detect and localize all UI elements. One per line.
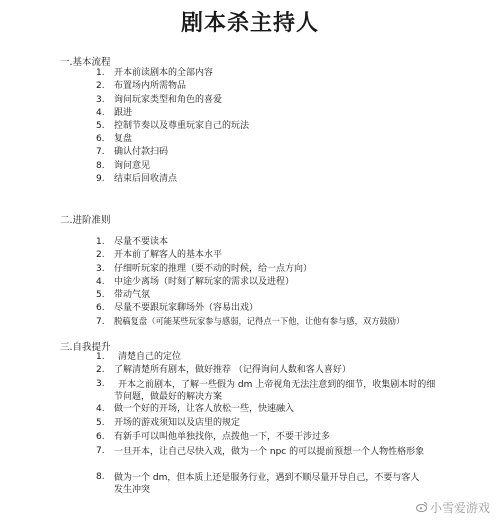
list-item: 5. 开场的游戏须知以及店里的规定 (96, 418, 241, 428)
list-item: 6. 复盘 (96, 134, 133, 144)
list-item: 3. 开本之前剧本，了解一些假为 dm 上帝视角无法注意到的细节，收集剧本时的细节问题，做最好的解决方案 (96, 379, 436, 402)
list-item: 4. 跟进 (96, 108, 133, 118)
list-item: 3. 询问玩家类型和角色的喜爱 (96, 95, 223, 105)
list-item: 4. 做一个好的开场，让客人放松一些，快速融入 (96, 404, 295, 414)
watermark (416, 499, 490, 516)
list-item: 6. 有新手可以叫他单独找你，点拨他一下，不要干涉过多 (96, 432, 331, 442)
list-item: 9. 结束后回收清点 (96, 174, 178, 184)
list-item: 8. 询问意见 (96, 161, 151, 171)
list-item: 7. 一旦开本，让自己尽快入戏，做为一个 npc 的可以提前预想一个人物性格形象 (96, 446, 425, 457)
list-item: 1. 尽量不要读本 (96, 237, 169, 247)
list-item: 1. 开本前读剧本的全部内容 (96, 68, 214, 78)
list-item: 2. 布置场内所需物品 (96, 81, 187, 91)
list-item: 4. 中途少离场（时刻了解玩家的需求以及进程） (96, 277, 295, 287)
section-heading-advanced-rules: 二.进阶准则 (60, 215, 111, 226)
list-item: 6. 尽量不要跟玩家聊场外（容易出戏） (96, 303, 259, 313)
section-heading-self-improvement: 三.自我提升 (60, 342, 111, 353)
list-item: 1. 清楚自己的定位 (96, 352, 182, 362)
list-item: 7. 确认付款扫码 (96, 147, 169, 157)
list-item: 8. 做为一个 dm，但本质上还是服务行业，遇到不顺尽量开导自己，不要与客人发生冲突 (96, 472, 420, 495)
page-title: 剧本杀主持人 (180, 11, 319, 36)
watermark-text: 小雪爱游戏 (429, 501, 490, 515)
list-item: 5. 带动气氛 (96, 290, 151, 300)
list-item: 5. 控制节奏以及尊重玩家自己的玩法 (96, 121, 250, 131)
section-heading-basic-flow: 一.基本流程 (60, 57, 111, 68)
list-item: 2. 开本前了解客人的基本水平 (96, 250, 223, 260)
list-item: 7. 脱稿复盘（可能某些玩家参与感弱，记得点一下他，让他有参与感，双方鼓励） (96, 316, 405, 327)
weibo-icon (416, 501, 428, 513)
list-item: 3. 仔细听玩家的推理（要不动的时候，给一点方向） (96, 264, 313, 274)
list-item: 2. 了解清楚所有剧本，做好推荐 （记得询问人数和客人喜好） (96, 365, 351, 375)
